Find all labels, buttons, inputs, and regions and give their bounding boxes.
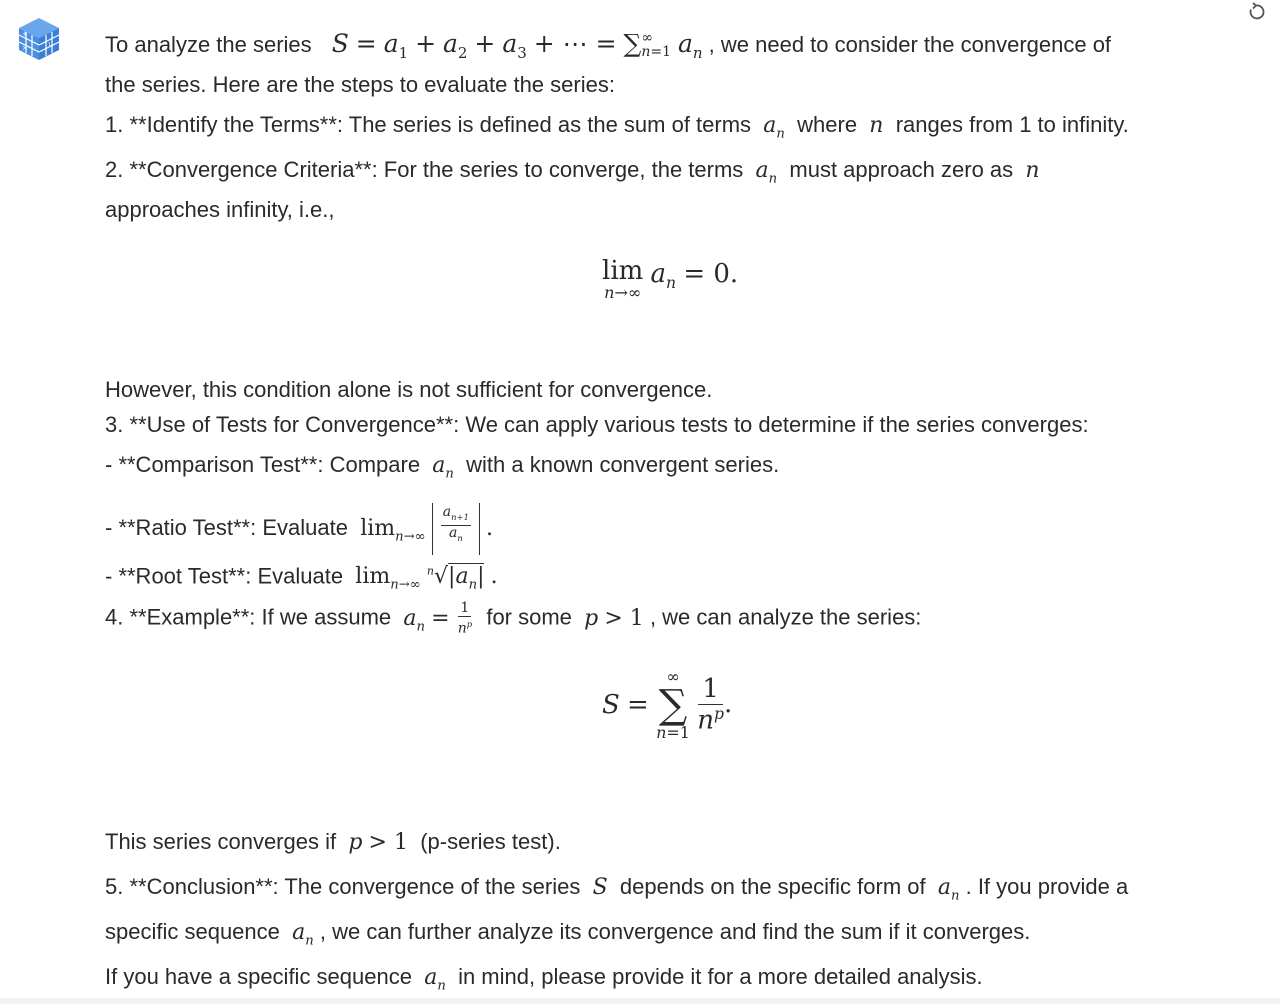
intro-text-b: , we need to consider the convergence of [708,32,1112,57]
comparison-text-a: - **Comparison Test**: Compare [105,452,421,477]
step-3-text: 3. **Use of Tests for Convergence**: We can apply various tests to determine if the series converges: [105,412,1089,437]
limit-formula: lim n→∞ $a_n = 0$. [602,256,739,302]
intro-text-a: To analyze the series [105,32,312,57]
step-5-cont [105,917,1030,956]
math-n: n [1025,158,1040,183]
final-text-b: in mind, please provide it for a more detailed analysis. [458,964,983,989]
example-formula: $a_n$ = $\frac{1}{n^p}$ [403,600,473,637]
root-test [105,557,498,601]
step-5-text-b: depends on the specific form of [619,874,926,899]
svg-text:∪: ∪ [48,40,54,48]
step-5 [105,872,1128,911]
comparison-text-b: with a known convergent series. [466,452,780,477]
math-an: $a_n$ [432,453,454,482]
step-1-text-a: 1. **Identify the Terms**: The series is defined as the sum of terms [105,112,752,137]
math-n: n [869,113,884,138]
math-an: $a_n$ [937,875,960,904]
ratio-test [105,503,493,555]
step-1 [105,110,1129,149]
step-1-text-b: where [797,112,858,137]
comparison-test [105,450,779,489]
step-2 [105,155,1040,194]
p-condition: p > 1 [348,830,408,855]
step-5-text-c: . If you provide a [965,874,1129,899]
intro-line [105,29,1111,68]
step-2-text-a: 2. **Convergence Criteria**: For the series to converge, the terms [105,157,744,182]
step-4-text-c: , we can analyze the series: [649,604,922,630]
refresh-icon[interactable] [1244,0,1268,24]
ratio-text-a: - **Ratio Test**: Evaluate [105,514,348,540]
step-4-text-a: 4. **Example**: If we assume [105,604,392,630]
step-1-text-c: ranges from 1 to infinity. [895,112,1129,137]
step-4-text-b: for some [486,604,572,630]
root-formula: $\lim_{n\to\infty} ^n√|a_n|$ . [355,564,498,593]
math-cube-logo-icon [16,16,62,62]
however-text: However, this condition alone is not sufficient for convergence. [105,377,713,402]
step-2-text-b: must approach zero as [789,157,1014,182]
math-an: $a_n$ [763,113,785,142]
ratio-formula: $\lim_{n\to\infty}$ $\frac{a_{n+1}}{a_n}$ . [360,515,493,540]
final-text-a: If you have a specific sequence [105,964,412,989]
bottom-bar [0,998,1280,1004]
pseries-formula: S = ∞ ∑ n=1 $\frac{1}{n^p}$ . [602,667,733,742]
intro-text-c: the series. Here are the steps to evaluate the series: [105,72,615,97]
pseries-statement [105,827,561,858]
pseries-text-a: This series converges if [105,829,337,854]
step-5-text-d: specific sequence [105,919,280,944]
math-an: $a_n$ [755,158,778,187]
series-formula: $S = a_1 + a_2 + a_3$ + ⋯ = ∑ ∞ n=1 $a_n$ [331,29,703,62]
svg-text:×: × [22,44,28,52]
math-an: $a_n$ [424,965,446,994]
step-4 [105,601,921,642]
math-S: S [592,875,608,900]
math-an: $a_n$ [292,920,314,949]
step-5-text-e: , we can further analyze its convergence and find the sum if it converges. [319,919,1031,944]
pseries-text-b: (p-series test). [420,829,561,854]
final-request [105,962,983,1001]
p-condition: p > 1 [584,605,644,631]
step-5-text-a: 5. **Conclusion**: The convergence of the series [105,874,581,899]
svg-text:+: + [22,30,28,38]
root-text-a: - **Root Test**: Evaluate [105,563,344,589]
step-2-text-c: approaches infinity, i.e., [105,197,335,222]
